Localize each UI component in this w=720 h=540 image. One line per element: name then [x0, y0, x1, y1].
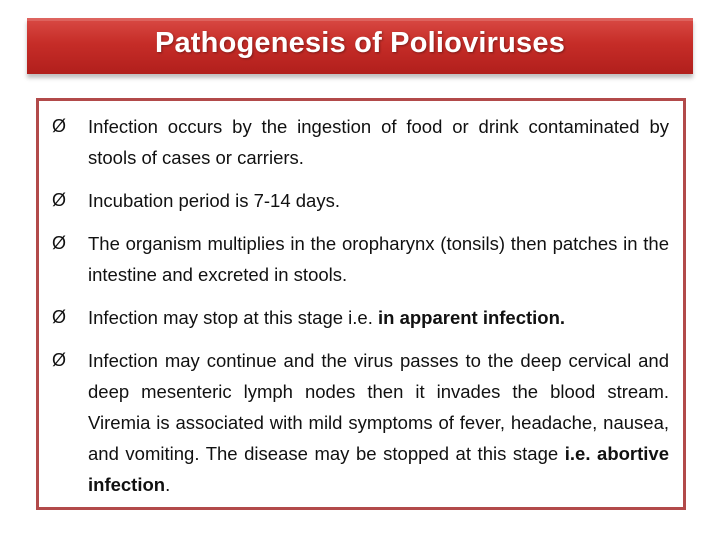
bullet-text: Infection may continue and the virus passes to the deep cervical and deep mesenteric lymph nodes then it invades the blood stream. Viremia is associated with mild symptoms of fever, headache, nausea, and vomiting. The disease may be stopped at this stage: [88, 350, 669, 464]
arrow-bullet-icon: Ø: [52, 233, 67, 253]
bullet-bold-text: in apparent infection.: [377, 307, 566, 328]
bullet-text: Infection may stop at this stage i.e.: [88, 307, 378, 328]
bullet-tail-text: .: [165, 474, 171, 495]
arrow-bullet-icon: Ø: [52, 350, 67, 370]
arrow-bullet-icon: Ø: [52, 307, 67, 327]
content-box: [36, 98, 686, 510]
bullet-item-inapparent: [52, 302, 669, 333]
bullet-bold-text: i.e. abortive infection: [88, 443, 669, 495]
bullet-text: Infection occurs by the ingestion of food or drink contaminated by stools of cases or carriers.: [88, 116, 669, 168]
bullet-text: The organism multiplies in the oropharynx (tonsils) then patches in the intestine and excreted in stools.: [88, 233, 669, 285]
bullet-item-transmission: [52, 111, 669, 173]
bullet-text: Incubation period is 7-14 days.: [88, 190, 340, 211]
bullet-item-incubation: [52, 185, 669, 216]
bullet-item-abortive: [52, 345, 669, 500]
bullet-item-multiplication: [52, 228, 669, 290]
title-banner: [27, 18, 693, 74]
arrow-bullet-icon: Ø: [52, 116, 67, 136]
arrow-bullet-icon: Ø: [52, 190, 67, 210]
slide-title: Pathogenesis of Polioviruses: [154, 27, 566, 59]
